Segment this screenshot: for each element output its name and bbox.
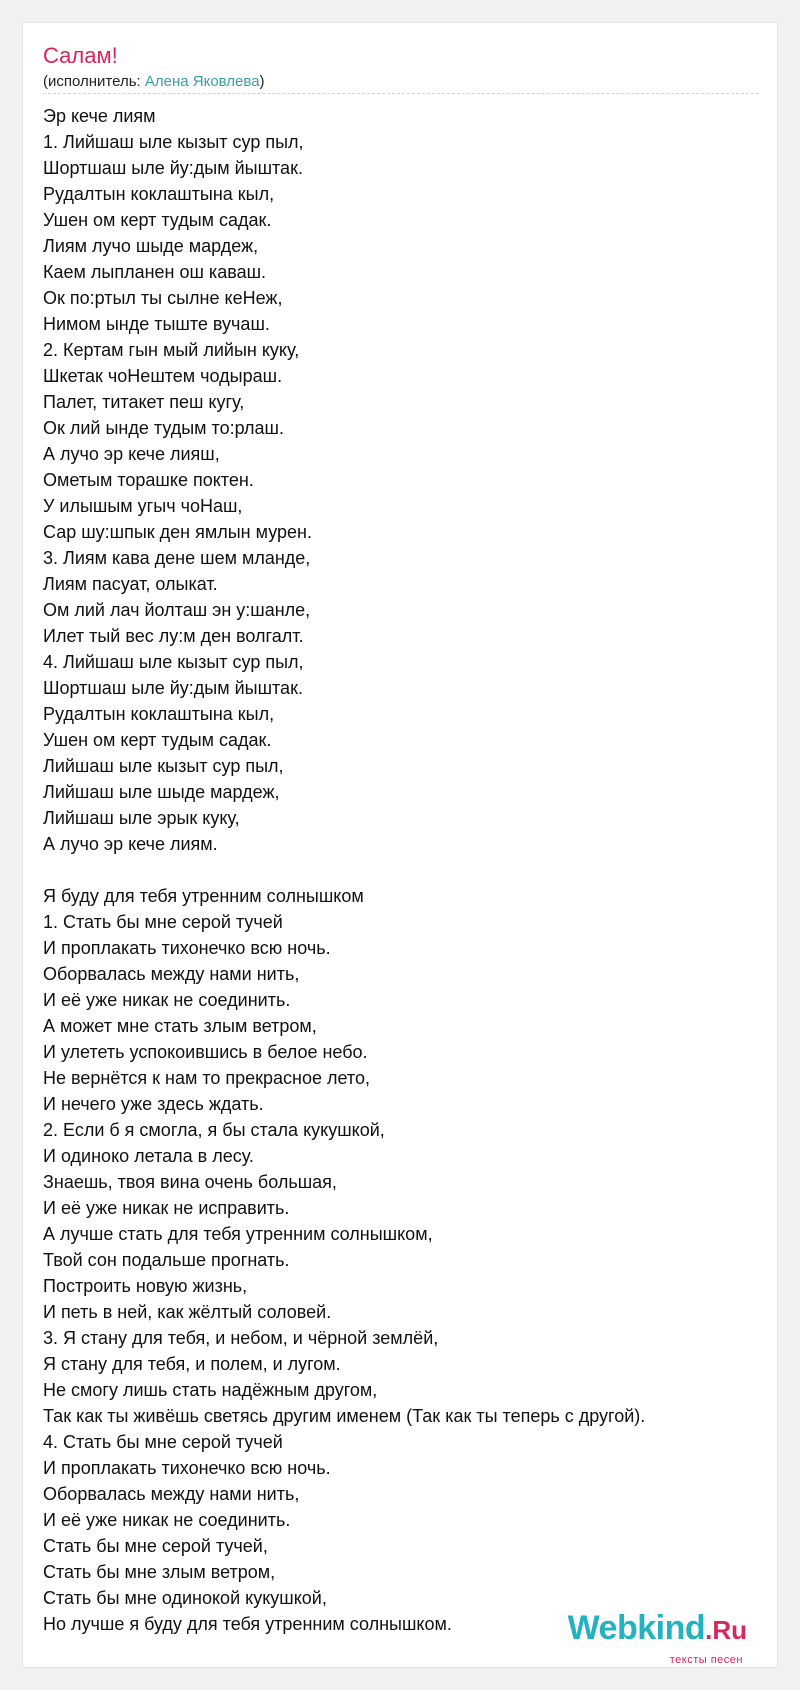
lyric-line: 4. Лийшаш ыле кызыт сур пыл, <box>43 652 304 672</box>
lyric-line: А лучше стать для тебя утренним солнышком, <box>43 1224 433 1244</box>
lyric-line: Шортшаш ыле йу:дым йыштак. <box>43 158 303 178</box>
lyric-line: Лийшаш ыле эрык куку, <box>43 808 240 828</box>
lyric-line: И одиноко летала в лесу. <box>43 1146 254 1166</box>
lyric-line: Оборвалась между нами нить, <box>43 1484 300 1504</box>
lyrics-original-block <box>43 103 763 857</box>
lyric-line: Построить новую жизнь, <box>43 1276 248 1296</box>
lyric-line: Рудалтын коклаштына кыл, <box>43 184 275 204</box>
lyric-line: И её уже никак не исправить. <box>43 1198 290 1218</box>
performer-prefix: (исполнитель: <box>43 73 145 90</box>
lyric-line: Каем лыпланен ош каваш. <box>43 262 267 282</box>
stanza-gap <box>43 857 763 883</box>
lyric-line: Лиям пасуат, олыкат. <box>43 574 218 594</box>
lyric-line: Палет, титакет пеш кугу, <box>43 392 245 412</box>
logo-tld: .Ru <box>705 1615 747 1645</box>
lyric-line: Сар шу:шпык ден ямлын мурен. <box>43 522 312 542</box>
lyric-line: Ометым торашке поктен. <box>43 470 254 490</box>
lyric-line: Лийшаш ыле шыде мардеж, <box>43 782 280 802</box>
lyric-line: И нечего уже здесь ждать. <box>43 1094 264 1114</box>
lyric-line: Лийшаш ыле кызыт сур пыл, <box>43 756 284 776</box>
lyric-line: Илет тый вес лу:м ден волгалт. <box>43 626 304 646</box>
lyric-line: Ушен ом керт тудым садак. <box>43 730 272 750</box>
lyric-line: 1. Лийшаш ыле кызыт сур пыл, <box>43 132 304 152</box>
performer-line <box>43 72 265 92</box>
lyric-line: И петь в ней, как жёлтый соловей. <box>43 1302 332 1322</box>
lyric-line: Стать бы мне одинокой кукушкой, <box>43 1588 327 1608</box>
lyric-line: Стать бы мне злым ветром, <box>43 1562 276 1582</box>
lyric-line: И проплакать тихонечко всю ночь. <box>43 1458 331 1478</box>
lyric-line: 2. Кертам гын мый лийын куку, <box>43 340 300 360</box>
lyric-line: Знаешь, твоя вина очень большая, <box>43 1172 337 1192</box>
performer-link[interactable]: Алена Яковлева <box>144 73 260 90</box>
header-divider <box>43 93 759 94</box>
lyric-line: А лучо эр кече лияш, <box>43 444 220 464</box>
lyric-line: Ушен ом керт тудым садак. <box>43 210 272 230</box>
lyric-line: Ок по:ртыл ты сылне кеНеж, <box>43 288 283 308</box>
lyric-line: Оборвалась между нами нить, <box>43 964 300 984</box>
lyric-line: 1. Стать бы мне серой тучей <box>43 912 283 932</box>
logo-tagline: тексты песен <box>669 1654 743 1666</box>
lyric-line: 4. Стать бы мне серой тучей <box>43 1432 283 1452</box>
site-logo[interactable] <box>568 1611 747 1645</box>
lyric-line: У илышым угыч чоНаш, <box>43 496 243 516</box>
lyrics-translation-block <box>43 883 763 1637</box>
lyric-line: Я стану для тебя, и полем, и лугом. <box>43 1354 341 1374</box>
song-title: Салам! <box>43 43 118 68</box>
lyric-line: Ом лий лач йолташ эн у:шанле, <box>43 600 311 620</box>
lyric-line: А может мне стать злым ветром, <box>43 1016 317 1036</box>
lyric-line: Стать бы мне серой тучей, <box>43 1536 268 1556</box>
lyric-line: Шкетак чоНештем чодыраш. <box>43 366 283 386</box>
logo-brand: Webkind <box>567 1609 706 1647</box>
lyric-line: Я буду для тебя утренним солнышком <box>43 886 364 906</box>
lyric-line: Не вернётся к нам то прекрасное лето, <box>43 1068 370 1088</box>
lyric-line: И улететь успокоившись в белое небо. <box>43 1042 368 1062</box>
lyric-line: Но лучше я буду для тебя утренним солнышком. <box>43 1614 452 1634</box>
lyric-line: И её уже никак не соединить. <box>43 990 291 1010</box>
lyrics-text <box>43 103 763 1637</box>
lyric-line: 3. Лиям кава дене шем мланде, <box>43 548 311 568</box>
lyric-line: Ок лий ынде тудым то:рлаш. <box>43 418 284 438</box>
lyric-line: 2. Если б я смогла, я бы стала кукушкой, <box>43 1120 385 1140</box>
lyric-line: Лиям лучо шыде мардеж, <box>43 236 259 256</box>
performer-suffix: ) <box>259 73 265 90</box>
lyric-line: Не смогу лишь стать надёжным другом, <box>43 1380 378 1400</box>
lyric-line: Шортшаш ыле йу:дым йыштак. <box>43 678 303 698</box>
lyric-line: Эр кече лиям <box>43 106 156 126</box>
lyric-line: Нимом ынде тыште вучаш. <box>43 314 270 334</box>
lyric-line: И проплакать тихонечко всю ночь. <box>43 938 331 958</box>
lyric-line: И её уже никак не соединить. <box>43 1510 291 1530</box>
lyric-line: Твой сон подальше прогнать. <box>43 1250 290 1270</box>
lyric-line: Так как ты живёшь светясь другим именем (Так как ты теперь с другой). <box>43 1406 646 1426</box>
lyric-line: 3. Я стану для тебя, и небом, и чёрной землёй, <box>43 1328 439 1348</box>
lyrics-card <box>22 22 778 1668</box>
lyric-line: Рудалтын коклаштына кыл, <box>43 704 275 724</box>
lyric-line: А лучо эр кече лиям. <box>43 834 218 854</box>
